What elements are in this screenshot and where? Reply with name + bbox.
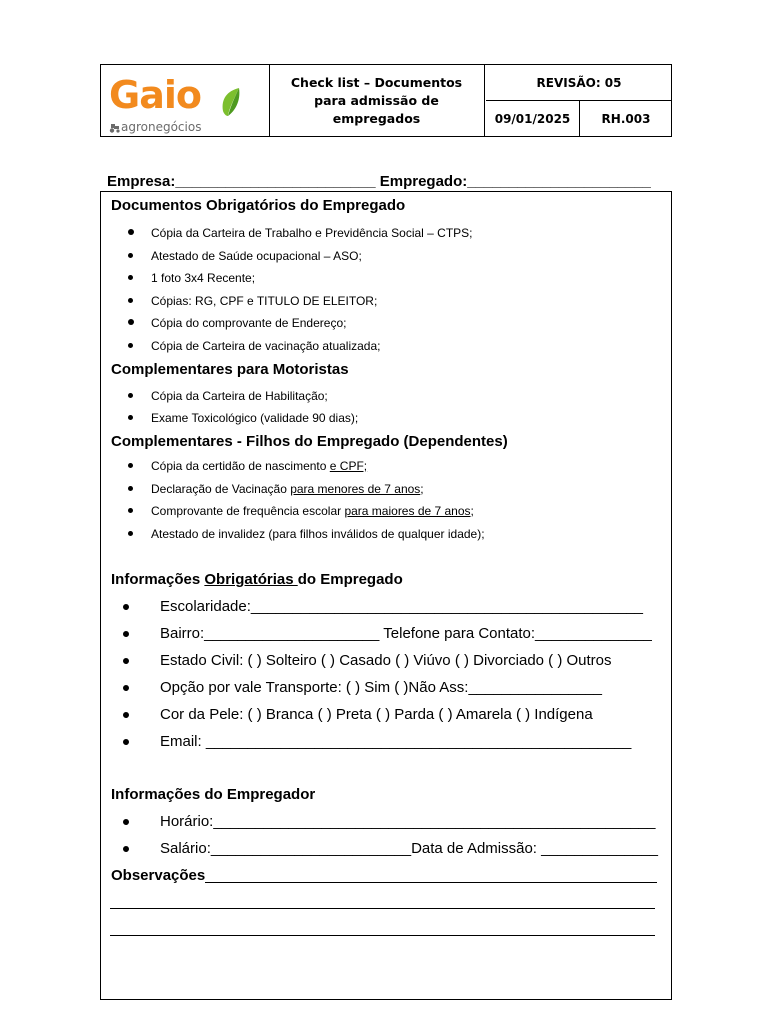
observacoes-line[interactable] — [205, 882, 657, 883]
bullet-icon — [123, 685, 129, 691]
section-title-info-empregado: Informações Obrigatórias do Empregado — [111, 571, 403, 588]
bullet-icon — [128, 298, 133, 303]
company-logo-text: Gaio — [109, 73, 201, 117]
bullet-icon — [128, 508, 133, 513]
section-title-motoristas: Complementares para Motoristas — [111, 361, 349, 378]
company-logo-subtitle: agronegócios — [121, 120, 202, 134]
revision-label: REVISÃO: 05 — [486, 65, 672, 101]
document-date: 09/01/2025 — [486, 101, 580, 136]
bullet-icon — [123, 739, 129, 745]
section-title-info-empregador: Informações do Empregador — [111, 786, 316, 803]
section-title-observacoes: Observações — [111, 867, 206, 884]
observacoes-line[interactable] — [110, 935, 655, 936]
leaf-icon — [219, 87, 243, 117]
bullet-icon — [123, 604, 129, 610]
bullet-icon — [128, 275, 133, 280]
empresa-empregado-line: Empresa:________________________ Empregado:______________________ — [107, 173, 651, 190]
bullet-icon — [128, 531, 133, 536]
section-title-obrigatorios: Documentos Obrigatórios do Empregado — [111, 197, 406, 214]
section-title-dependentes: Complementares - Filhos do Empregado (Dependentes) — [111, 433, 508, 450]
bullet-icon — [128, 393, 133, 398]
bullet-icon — [123, 819, 129, 825]
bullet-icon — [123, 712, 129, 718]
bullet-icon — [123, 658, 129, 664]
observacoes-line[interactable] — [110, 908, 655, 909]
bullet-icon — [128, 343, 133, 348]
bullet-icon — [123, 631, 129, 637]
bullet-icon — [128, 463, 133, 468]
bullet-icon — [128, 486, 133, 491]
tractor-icon — [109, 123, 120, 133]
logo-cell — [101, 65, 270, 136]
bullet-icon — [128, 253, 133, 258]
document-code: RH.003 — [601, 111, 651, 126]
bullet-icon — [123, 846, 129, 852]
document-header — [100, 64, 672, 137]
document-title: Check list – Documentos para admissão de empregados — [269, 65, 485, 136]
bullet-icon — [128, 319, 134, 325]
bullet-icon — [128, 229, 134, 235]
bullet-icon — [128, 415, 133, 420]
